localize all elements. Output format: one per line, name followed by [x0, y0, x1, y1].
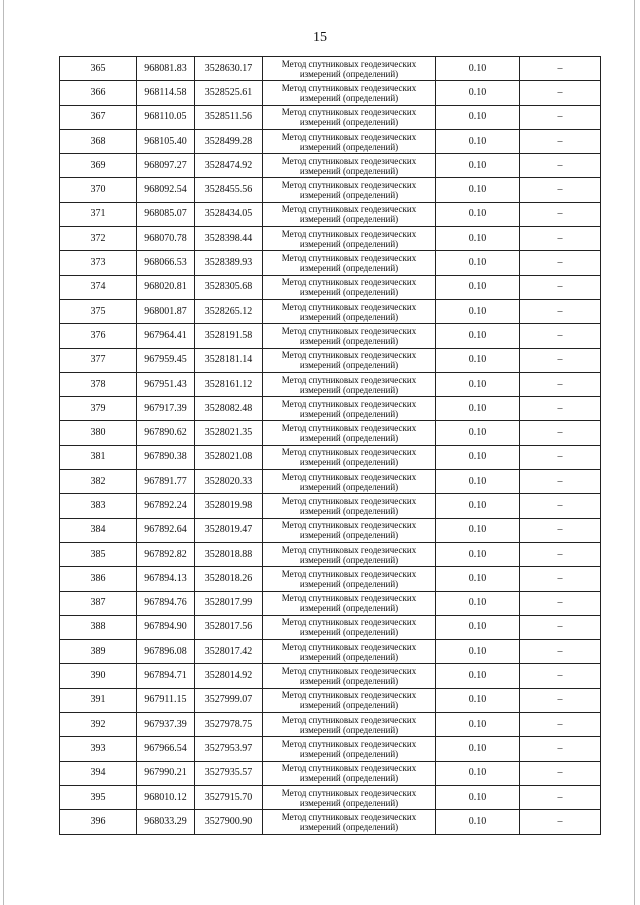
table-row: [60, 299, 601, 323]
table-row: [60, 567, 601, 591]
method-line-2: измерений (определений): [299, 676, 399, 687]
method-line-1: Метод спутниковых геодезических: [281, 471, 417, 482]
method-line-2: измерений (определений): [299, 408, 399, 419]
x-coordinate-cell: 967917.39: [137, 397, 195, 421]
method-line-2: измерений (определений): [299, 627, 399, 638]
method-line-2: измерений (определений): [299, 165, 399, 176]
note-cell: –: [520, 421, 601, 445]
y-coordinate-cell: 3528398.44: [195, 227, 263, 251]
note-cell: –: [520, 640, 601, 664]
method-cell: [263, 761, 436, 785]
method-line-1: Метод спутниковых геодезических: [281, 180, 417, 191]
note-cell: –: [520, 494, 601, 518]
table-row: [60, 445, 601, 469]
point-number-cell: 374: [60, 275, 137, 299]
x-coordinate-cell: 968020.81: [137, 275, 195, 299]
method-cell: [263, 81, 436, 105]
accuracy-cell: 0.10: [436, 105, 520, 129]
method-cell: [263, 470, 436, 494]
y-coordinate-cell: 3528020.33: [195, 470, 263, 494]
note-cell: –: [520, 202, 601, 226]
point-number-cell: 392: [60, 713, 137, 737]
method-line-1: Метод спутниковых геодезических: [281, 738, 417, 749]
note-cell: –: [520, 664, 601, 688]
accuracy-cell: 0.10: [436, 129, 520, 153]
point-number-cell: 373: [60, 251, 137, 275]
x-coordinate-cell: 967894.71: [137, 664, 195, 688]
note-cell: –: [520, 470, 601, 494]
note-cell: –: [520, 154, 601, 178]
accuracy-cell: 0.10: [436, 470, 520, 494]
y-coordinate-cell: 3527915.70: [195, 785, 263, 809]
x-coordinate-cell: 967966.54: [137, 737, 195, 761]
point-number-cell: 393: [60, 737, 137, 761]
method-line-1: Метод спутниковых геодезических: [281, 544, 417, 555]
scan-left-edge: [3, 0, 4, 905]
method-line-2: измерений (определений): [299, 481, 399, 492]
method-line-1: Метод спутниковых геодезических: [281, 204, 417, 215]
y-coordinate-cell: 3527900.90: [195, 810, 263, 834]
y-coordinate-cell: 3528017.56: [195, 615, 263, 639]
point-number-cell: 375: [60, 299, 137, 323]
point-number-cell: 388: [60, 615, 137, 639]
table-row: [60, 810, 601, 834]
method-line-1: Метод спутниковых геодезических: [281, 131, 417, 142]
method-line-2: измерений (определений): [299, 457, 399, 468]
accuracy-cell: 0.10: [436, 640, 520, 664]
method-line-1: Метод спутниковых геодезических: [281, 666, 417, 677]
method-cell: [263, 299, 436, 323]
scan-right-edge: [634, 0, 635, 905]
method-line-2: измерений (определений): [299, 190, 399, 201]
x-coordinate-cell: 968033.29: [137, 810, 195, 834]
point-number-cell: 377: [60, 348, 137, 372]
method-line-1: Метод спутниковых геодезических: [281, 228, 417, 239]
note-cell: –: [520, 785, 601, 809]
method-line-2: измерений (определений): [299, 287, 399, 298]
table-row: [60, 615, 601, 639]
x-coordinate-cell: 967892.64: [137, 518, 195, 542]
point-number-cell: 385: [60, 542, 137, 566]
point-number-cell: 371: [60, 202, 137, 226]
x-coordinate-cell: 968097.27: [137, 154, 195, 178]
method-line-2: измерений (определений): [299, 603, 399, 614]
method-cell: [263, 57, 436, 81]
accuracy-cell: 0.10: [436, 810, 520, 834]
note-cell: –: [520, 542, 601, 566]
point-number-cell: 389: [60, 640, 137, 664]
table-row: [60, 761, 601, 785]
method-cell: [263, 105, 436, 129]
method-line-2: измерений (определений): [299, 238, 399, 249]
method-line-1: Метод спутниковых геодезических: [281, 398, 417, 409]
point-number-cell: 367: [60, 105, 137, 129]
note-cell: –: [520, 688, 601, 712]
method-cell: [263, 518, 436, 542]
point-number-cell: 387: [60, 591, 137, 615]
point-number-cell: 368: [60, 129, 137, 153]
method-cell: [263, 154, 436, 178]
point-number-cell: 366: [60, 81, 137, 105]
y-coordinate-cell: 3528511.56: [195, 105, 263, 129]
x-coordinate-cell: 967894.76: [137, 591, 195, 615]
point-number-cell: 370: [60, 178, 137, 202]
method-line-2: измерений (определений): [299, 433, 399, 444]
method-cell: [263, 324, 436, 348]
table-row: [60, 470, 601, 494]
y-coordinate-cell: 3528305.68: [195, 275, 263, 299]
x-coordinate-cell: 968110.05: [137, 105, 195, 129]
table-row: [60, 372, 601, 396]
y-coordinate-cell: 3528389.93: [195, 251, 263, 275]
point-number-cell: 372: [60, 227, 137, 251]
note-cell: –: [520, 57, 601, 81]
accuracy-cell: 0.10: [436, 494, 520, 518]
note-cell: –: [520, 299, 601, 323]
note-cell: –: [520, 348, 601, 372]
accuracy-cell: 0.10: [436, 348, 520, 372]
method-cell: [263, 664, 436, 688]
method-line-1: Метод спутниковых геодезических: [281, 301, 417, 312]
method-line-2: измерений (определений): [299, 773, 399, 784]
table-row: [60, 105, 601, 129]
table-row: [60, 785, 601, 809]
accuracy-cell: 0.10: [436, 542, 520, 566]
note-cell: –: [520, 810, 601, 834]
table-row: [60, 737, 601, 761]
y-coordinate-cell: 3528161.12: [195, 372, 263, 396]
method-cell: [263, 227, 436, 251]
method-line-2: измерений (определений): [299, 724, 399, 735]
y-coordinate-cell: 3528021.35: [195, 421, 263, 445]
page-number: 15: [313, 30, 327, 45]
note-cell: –: [520, 129, 601, 153]
point-number-cell: 391: [60, 688, 137, 712]
table-row: [60, 397, 601, 421]
method-line-2: измерений (определений): [299, 554, 399, 565]
method-line-2: измерений (определений): [299, 117, 399, 128]
x-coordinate-cell: 967890.62: [137, 421, 195, 445]
x-coordinate-cell: 968001.87: [137, 299, 195, 323]
x-coordinate-cell: 967964.41: [137, 324, 195, 348]
x-coordinate-cell: 967959.45: [137, 348, 195, 372]
x-coordinate-cell: 968070.78: [137, 227, 195, 251]
method-line-1: Метод спутниковых геодезических: [281, 325, 417, 336]
method-cell: [263, 178, 436, 202]
table-row: [60, 713, 601, 737]
method-line-2: измерений (определений): [299, 141, 399, 152]
accuracy-cell: 0.10: [436, 785, 520, 809]
table-row: [60, 640, 601, 664]
note-cell: –: [520, 105, 601, 129]
y-coordinate-cell: 3528017.99: [195, 591, 263, 615]
method-line-2: измерений (определений): [299, 530, 399, 541]
table-row: [60, 57, 601, 81]
note-cell: –: [520, 615, 601, 639]
accuracy-cell: 0.10: [436, 227, 520, 251]
table-row: [60, 348, 601, 372]
accuracy-cell: 0.10: [436, 445, 520, 469]
method-line-2: измерений (определений): [299, 68, 399, 79]
method-line-2: измерений (определений): [299, 92, 399, 103]
accuracy-cell: 0.10: [436, 713, 520, 737]
y-coordinate-cell: 3527999.07: [195, 688, 263, 712]
method-line-1: Метод спутниковых геодезических: [281, 107, 417, 118]
method-line-1: Метод спутниковых геодезических: [281, 787, 417, 798]
x-coordinate-cell: 968085.07: [137, 202, 195, 226]
y-coordinate-cell: 3527935.57: [195, 761, 263, 785]
accuracy-cell: 0.10: [436, 567, 520, 591]
table-row: [60, 129, 601, 153]
y-coordinate-cell: 3528499.28: [195, 129, 263, 153]
table-row: [60, 421, 601, 445]
table-row: [60, 251, 601, 275]
method-cell: [263, 542, 436, 566]
accuracy-cell: 0.10: [436, 421, 520, 445]
method-line-1: Метод спутниковых геодезических: [281, 495, 417, 506]
note-cell: –: [520, 445, 601, 469]
method-line-2: измерений (определений): [299, 311, 399, 322]
table-row: [60, 154, 601, 178]
method-line-1: Метод спутниковых геодезических: [281, 811, 417, 822]
note-cell: –: [520, 713, 601, 737]
accuracy-cell: 0.10: [436, 664, 520, 688]
method-line-2: измерений (определений): [299, 263, 399, 274]
y-coordinate-cell: 3528191.58: [195, 324, 263, 348]
table-row: [60, 324, 601, 348]
point-number-cell: 395: [60, 785, 137, 809]
table-row: [60, 688, 601, 712]
y-coordinate-cell: 3528181.14: [195, 348, 263, 372]
method-line-1: Метод спутниковых геодезических: [281, 520, 417, 531]
method-line-1: Метод спутниковых геодезических: [281, 374, 417, 385]
x-coordinate-cell: 967951.43: [137, 372, 195, 396]
method-cell: [263, 591, 436, 615]
x-coordinate-cell: 967891.77: [137, 470, 195, 494]
method-cell: [263, 713, 436, 737]
method-line-2: измерений (определений): [299, 797, 399, 808]
point-number-cell: 379: [60, 397, 137, 421]
y-coordinate-cell: 3528019.98: [195, 494, 263, 518]
x-coordinate-cell: 968081.83: [137, 57, 195, 81]
y-coordinate-cell: 3528265.12: [195, 299, 263, 323]
point-number-cell: 369: [60, 154, 137, 178]
x-coordinate-cell: 967892.82: [137, 542, 195, 566]
accuracy-cell: 0.10: [436, 178, 520, 202]
method-cell: [263, 494, 436, 518]
method-line-1: Метод спутниковых геодезических: [281, 155, 417, 166]
method-line-1: Метод спутниковых геодезических: [281, 641, 417, 652]
method-line-1: Метод спутниковых геодезических: [281, 447, 417, 458]
accuracy-cell: 0.10: [436, 202, 520, 226]
accuracy-cell: 0.10: [436, 251, 520, 275]
method-line-1: Метод спутниковых геодезических: [281, 763, 417, 774]
accuracy-cell: 0.10: [436, 518, 520, 542]
method-cell: [263, 445, 436, 469]
accuracy-cell: 0.10: [436, 57, 520, 81]
y-coordinate-cell: 3528018.26: [195, 567, 263, 591]
point-number-cell: 390: [60, 664, 137, 688]
accuracy-cell: 0.10: [436, 299, 520, 323]
point-number-cell: 376: [60, 324, 137, 348]
y-coordinate-cell: 3527953.97: [195, 737, 263, 761]
method-cell: [263, 785, 436, 809]
x-coordinate-cell: 967894.13: [137, 567, 195, 591]
method-cell: [263, 251, 436, 275]
y-coordinate-cell: 3528017.42: [195, 640, 263, 664]
x-coordinate-cell: 967896.08: [137, 640, 195, 664]
point-number-cell: 381: [60, 445, 137, 469]
method-cell: [263, 372, 436, 396]
note-cell: –: [520, 737, 601, 761]
method-line-1: Метод спутниковых геодезических: [281, 593, 417, 604]
x-coordinate-cell: 968010.12: [137, 785, 195, 809]
method-line-2: измерений (определений): [299, 821, 399, 832]
table-row: [60, 275, 601, 299]
point-number-cell: 365: [60, 57, 137, 81]
x-coordinate-cell: 967894.90: [137, 615, 195, 639]
method-line-2: измерений (определений): [299, 214, 399, 225]
method-cell: [263, 397, 436, 421]
accuracy-cell: 0.10: [436, 688, 520, 712]
x-coordinate-cell: 968105.40: [137, 129, 195, 153]
method-line-1: Метод спутниковых геодезических: [281, 568, 417, 579]
note-cell: –: [520, 178, 601, 202]
method-line-1: Метод спутниковых геодезических: [281, 82, 417, 93]
y-coordinate-cell: 3528021.08: [195, 445, 263, 469]
note-cell: –: [520, 275, 601, 299]
table-row: [60, 81, 601, 105]
accuracy-cell: 0.10: [436, 591, 520, 615]
method-line-2: измерений (определений): [299, 651, 399, 662]
note-cell: –: [520, 761, 601, 785]
x-coordinate-cell: 968066.53: [137, 251, 195, 275]
y-coordinate-cell: 3527978.75: [195, 713, 263, 737]
note-cell: –: [520, 251, 601, 275]
note-cell: –: [520, 227, 601, 251]
method-line-1: Метод спутниковых геодезических: [281, 714, 417, 725]
note-cell: –: [520, 372, 601, 396]
y-coordinate-cell: 3528018.88: [195, 542, 263, 566]
table-row: [60, 178, 601, 202]
accuracy-cell: 0.10: [436, 275, 520, 299]
note-cell: –: [520, 397, 601, 421]
method-cell: [263, 737, 436, 761]
accuracy-cell: 0.10: [436, 154, 520, 178]
method-line-1: Метод спутниковых геодезических: [281, 617, 417, 628]
method-line-2: измерений (определений): [299, 700, 399, 711]
note-cell: –: [520, 324, 601, 348]
point-number-cell: 382: [60, 470, 137, 494]
method-line-2: измерений (определений): [299, 384, 399, 395]
y-coordinate-cell: 3528014.92: [195, 664, 263, 688]
x-coordinate-cell: 967890.38: [137, 445, 195, 469]
note-cell: –: [520, 591, 601, 615]
point-number-cell: 384: [60, 518, 137, 542]
x-coordinate-cell: 967990.21: [137, 761, 195, 785]
method-line-1: Метод спутниковых геодезических: [281, 690, 417, 701]
note-cell: –: [520, 567, 601, 591]
table-row: [60, 518, 601, 542]
coordinates-table: [59, 56, 601, 835]
note-cell: –: [520, 518, 601, 542]
table-row: [60, 664, 601, 688]
point-number-cell: 383: [60, 494, 137, 518]
method-cell: [263, 567, 436, 591]
method-line-2: измерений (определений): [299, 360, 399, 371]
table-row: [60, 227, 601, 251]
point-number-cell: 396: [60, 810, 137, 834]
method-cell: [263, 810, 436, 834]
y-coordinate-cell: 3528525.61: [195, 81, 263, 105]
y-coordinate-cell: 3528019.47: [195, 518, 263, 542]
x-coordinate-cell: 967911.15: [137, 688, 195, 712]
method-line-1: Метод спутниковых геодезических: [281, 253, 417, 264]
method-cell: [263, 275, 436, 299]
point-number-cell: 378: [60, 372, 137, 396]
method-line-1: Метод спутниковых геодезических: [281, 58, 417, 69]
method-cell: [263, 129, 436, 153]
accuracy-cell: 0.10: [436, 397, 520, 421]
accuracy-cell: 0.10: [436, 81, 520, 105]
accuracy-cell: 0.10: [436, 372, 520, 396]
point-number-cell: 380: [60, 421, 137, 445]
method-cell: [263, 640, 436, 664]
y-coordinate-cell: 3528630.17: [195, 57, 263, 81]
method-line-1: Метод спутниковых геодезических: [281, 277, 417, 288]
accuracy-cell: 0.10: [436, 324, 520, 348]
accuracy-cell: 0.10: [436, 761, 520, 785]
accuracy-cell: 0.10: [436, 737, 520, 761]
method-line-2: измерений (определений): [299, 748, 399, 759]
note-cell: –: [520, 81, 601, 105]
accuracy-cell: 0.10: [436, 615, 520, 639]
table-row: [60, 591, 601, 615]
x-coordinate-cell: 968114.58: [137, 81, 195, 105]
method-line-2: измерений (определений): [299, 505, 399, 516]
method-cell: [263, 421, 436, 445]
y-coordinate-cell: 3528434.05: [195, 202, 263, 226]
x-coordinate-cell: 967937.39: [137, 713, 195, 737]
method-cell: [263, 688, 436, 712]
y-coordinate-cell: 3528082.48: [195, 397, 263, 421]
table-row: [60, 202, 601, 226]
point-number-cell: 394: [60, 761, 137, 785]
method-cell: [263, 348, 436, 372]
method-line-2: измерений (определений): [299, 335, 399, 346]
method-line-2: измерений (определений): [299, 578, 399, 589]
method-line-1: Метод спутниковых геодезических: [281, 423, 417, 434]
x-coordinate-cell: 968092.54: [137, 178, 195, 202]
point-number-cell: 386: [60, 567, 137, 591]
table-row: [60, 494, 601, 518]
method-cell: [263, 202, 436, 226]
x-coordinate-cell: 967892.24: [137, 494, 195, 518]
y-coordinate-cell: 3528455.56: [195, 178, 263, 202]
method-cell: [263, 615, 436, 639]
y-coordinate-cell: 3528474.92: [195, 154, 263, 178]
method-line-1: Метод спутниковых геодезических: [281, 350, 417, 361]
table-row: [60, 542, 601, 566]
table-body: [60, 57, 601, 835]
